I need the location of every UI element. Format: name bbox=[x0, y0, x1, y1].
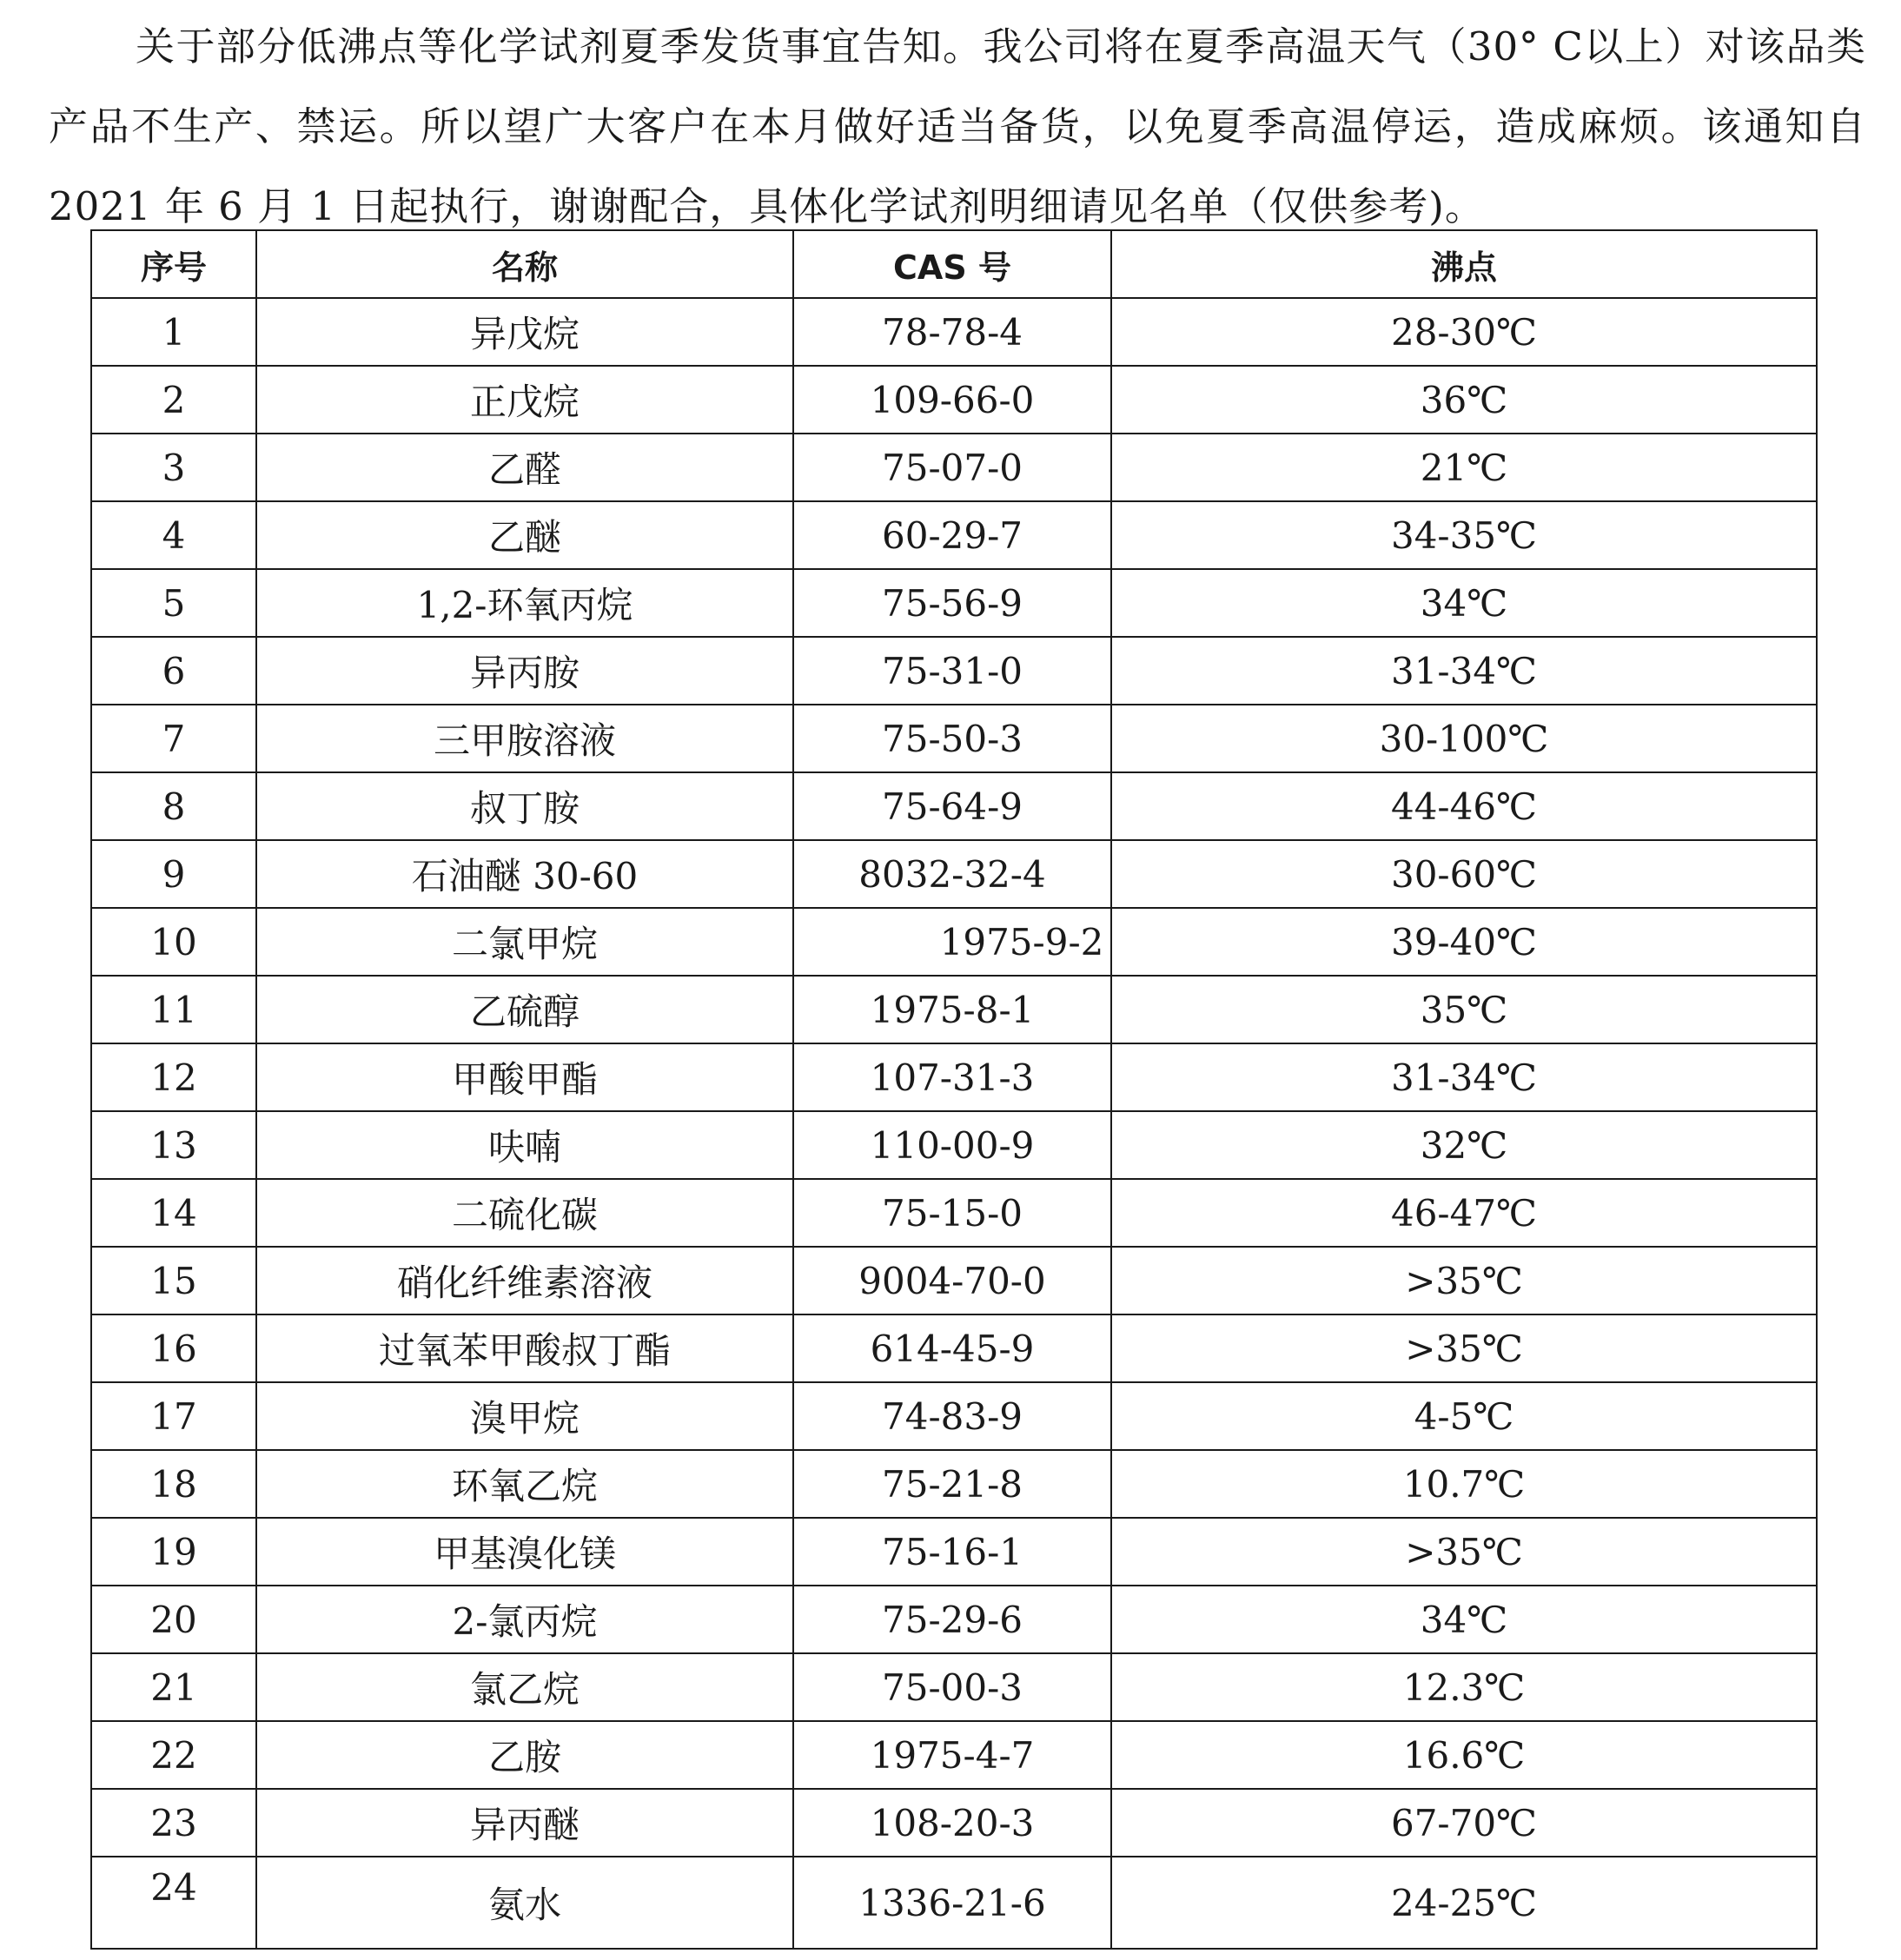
row-no: 2 bbox=[91, 366, 256, 434]
table-row bbox=[91, 1857, 1817, 1949]
row-cas: 109-66-0 bbox=[793, 366, 1111, 434]
row-cas: 75-29-6 bbox=[793, 1586, 1111, 1653]
row-no: 15 bbox=[91, 1247, 256, 1314]
header-no: 序号 bbox=[91, 230, 256, 298]
row-name: 乙胺 bbox=[256, 1721, 793, 1789]
row-name: 甲基溴化镁 bbox=[256, 1518, 793, 1586]
table-row bbox=[91, 976, 1817, 1043]
row-no: 18 bbox=[91, 1450, 256, 1518]
table-row bbox=[91, 1450, 1817, 1518]
row-no: 12 bbox=[91, 1043, 256, 1111]
row-cas: 75-31-0 bbox=[793, 637, 1111, 705]
row-cas: 1975-8-1 bbox=[793, 976, 1111, 1043]
row-name: 异丙胺 bbox=[256, 637, 793, 705]
row-no: 6 bbox=[91, 637, 256, 705]
row-no: 11 bbox=[91, 976, 256, 1043]
row-name: 二硫化碳 bbox=[256, 1179, 793, 1247]
row-boiling-point: >35℃ bbox=[1111, 1314, 1817, 1382]
row-name: 乙醛 bbox=[256, 434, 793, 501]
table-row bbox=[91, 1382, 1817, 1450]
row-name: 氨水 bbox=[256, 1857, 793, 1949]
table-row bbox=[91, 1111, 1817, 1179]
row-boiling-point: 34℃ bbox=[1111, 569, 1817, 637]
row-no: 20 bbox=[91, 1586, 256, 1653]
row-no: 22 bbox=[91, 1721, 256, 1789]
row-name: 正戊烷 bbox=[256, 366, 793, 434]
row-no: 24 bbox=[91, 1857, 256, 1949]
table-row bbox=[91, 908, 1817, 976]
table-row bbox=[91, 772, 1817, 840]
row-cas: 75-07-0 bbox=[793, 434, 1111, 501]
table-row bbox=[91, 1314, 1817, 1382]
row-name: 异戊烷 bbox=[256, 298, 793, 366]
row-boiling-point: 21℃ bbox=[1111, 434, 1817, 501]
table-row bbox=[91, 705, 1817, 772]
row-name: 二氯甲烷 bbox=[256, 908, 793, 976]
row-boiling-point: 28-30℃ bbox=[1111, 298, 1817, 366]
table-row bbox=[91, 501, 1817, 569]
row-no: 16 bbox=[91, 1314, 256, 1382]
table-row bbox=[91, 298, 1817, 366]
row-cas: 75-16-1 bbox=[793, 1518, 1111, 1586]
row-boiling-point: 30-100℃ bbox=[1111, 705, 1817, 772]
row-name: 硝化纤维素溶液 bbox=[256, 1247, 793, 1314]
row-name: 石油醚 30-60 bbox=[256, 840, 793, 908]
table-row bbox=[91, 1789, 1817, 1857]
row-boiling-point: 12.3℃ bbox=[1111, 1653, 1817, 1721]
row-boiling-point: 16.6℃ bbox=[1111, 1721, 1817, 1789]
row-boiling-point: 31-34℃ bbox=[1111, 637, 1817, 705]
row-boiling-point: 46-47℃ bbox=[1111, 1179, 1817, 1247]
row-boiling-point: 32℃ bbox=[1111, 1111, 1817, 1179]
row-boiling-point: 35℃ bbox=[1111, 976, 1817, 1043]
row-cas: 8032-32-4 bbox=[793, 840, 1111, 908]
row-no: 1 bbox=[91, 298, 256, 366]
header-cas: CAS 号 bbox=[793, 230, 1111, 298]
row-no: 10 bbox=[91, 908, 256, 976]
row-no: 4 bbox=[91, 501, 256, 569]
row-name: 乙醚 bbox=[256, 501, 793, 569]
row-cas: 78-78-4 bbox=[793, 298, 1111, 366]
row-cas: 1975-9-2 bbox=[793, 908, 1111, 976]
row-boiling-point: 44-46℃ bbox=[1111, 772, 1817, 840]
table-row bbox=[91, 1179, 1817, 1247]
row-no: 13 bbox=[91, 1111, 256, 1179]
table-row bbox=[91, 1721, 1817, 1789]
row-boiling-point: >35℃ bbox=[1111, 1247, 1817, 1314]
row-no: 23 bbox=[91, 1789, 256, 1857]
header-name: 名称 bbox=[256, 230, 793, 298]
row-cas: 74-83-9 bbox=[793, 1382, 1111, 1450]
row-name: 甲酸甲酯 bbox=[256, 1043, 793, 1111]
table-row bbox=[91, 1518, 1817, 1586]
row-boiling-point: 31-34℃ bbox=[1111, 1043, 1817, 1111]
row-boiling-point: 24-25℃ bbox=[1111, 1857, 1817, 1949]
row-name: 溴甲烷 bbox=[256, 1382, 793, 1450]
table-row bbox=[91, 637, 1817, 705]
row-cas: 75-64-9 bbox=[793, 772, 1111, 840]
row-no: 5 bbox=[91, 569, 256, 637]
row-cas: 614-45-9 bbox=[793, 1314, 1111, 1382]
table-row bbox=[91, 569, 1817, 637]
row-name: 异丙醚 bbox=[256, 1789, 793, 1857]
row-boiling-point: 34-35℃ bbox=[1111, 501, 1817, 569]
row-boiling-point: 67-70℃ bbox=[1111, 1789, 1817, 1857]
row-name: 呋喃 bbox=[256, 1111, 793, 1179]
row-cas: 108-20-3 bbox=[793, 1789, 1111, 1857]
table-row bbox=[91, 434, 1817, 501]
table-row bbox=[91, 840, 1817, 908]
row-cas: 9004-70-0 bbox=[793, 1247, 1111, 1314]
row-name: 乙硫醇 bbox=[256, 976, 793, 1043]
row-name: 氯乙烷 bbox=[256, 1653, 793, 1721]
row-cas: 75-15-0 bbox=[793, 1179, 1111, 1247]
row-cas: 75-00-3 bbox=[793, 1653, 1111, 1721]
row-boiling-point: 4-5℃ bbox=[1111, 1382, 1817, 1450]
row-boiling-point: 39-40℃ bbox=[1111, 908, 1817, 976]
row-no: 14 bbox=[91, 1179, 256, 1247]
row-no: 9 bbox=[91, 840, 256, 908]
table-header-row bbox=[91, 230, 1817, 298]
header-boiling-point: 沸点 bbox=[1111, 230, 1817, 298]
row-no: 3 bbox=[91, 434, 256, 501]
table-row bbox=[91, 1586, 1817, 1653]
reagent-table bbox=[90, 229, 1818, 1950]
table-row bbox=[91, 366, 1817, 434]
row-cas: 1975-4-7 bbox=[793, 1721, 1111, 1789]
table-row bbox=[91, 1247, 1817, 1314]
table-row bbox=[91, 1653, 1817, 1721]
row-no: 17 bbox=[91, 1382, 256, 1450]
table-row bbox=[91, 1043, 1817, 1111]
row-no: 7 bbox=[91, 705, 256, 772]
row-name: 三甲胺溶液 bbox=[256, 705, 793, 772]
row-cas: 107-31-3 bbox=[793, 1043, 1111, 1111]
row-cas: 75-56-9 bbox=[793, 569, 1111, 637]
row-boiling-point: 30-60℃ bbox=[1111, 840, 1817, 908]
row-name: 叔丁胺 bbox=[256, 772, 793, 840]
notice-paragraph: 关于部分低沸点等化学试剂夏季发货事宜告知。我公司将在夏季高温天气（30° C以上）对该品类产品不生产、禁运。所以望广大客户在本月做好适当备货，以免夏季高温停运，造成麻烦。该通知自 2021 年 6 月 1 日起执行，谢谢配合，具体化学试剂明细请见名单（仅供参考)。 bbox=[49, 23, 1866, 229]
row-no: 8 bbox=[91, 772, 256, 840]
row-boiling-point: 34℃ bbox=[1111, 1586, 1817, 1653]
row-name: 2-氯丙烷 bbox=[256, 1586, 793, 1653]
row-boiling-point: >35℃ bbox=[1111, 1518, 1817, 1586]
row-boiling-point: 36℃ bbox=[1111, 366, 1817, 434]
row-cas: 1336-21-6 bbox=[793, 1857, 1111, 1949]
row-name: 过氧苯甲酸叔丁酯 bbox=[256, 1314, 793, 1382]
row-name: 环氧乙烷 bbox=[256, 1450, 793, 1518]
row-boiling-point: 10.7℃ bbox=[1111, 1450, 1817, 1518]
row-no: 19 bbox=[91, 1518, 256, 1586]
row-cas: 60-29-7 bbox=[793, 501, 1111, 569]
row-cas: 75-50-3 bbox=[793, 705, 1111, 772]
row-cas: 75-21-8 bbox=[793, 1450, 1111, 1518]
row-cas: 110-00-9 bbox=[793, 1111, 1111, 1179]
row-name: 1,2-环氧丙烷 bbox=[256, 569, 793, 637]
row-no: 21 bbox=[91, 1653, 256, 1721]
